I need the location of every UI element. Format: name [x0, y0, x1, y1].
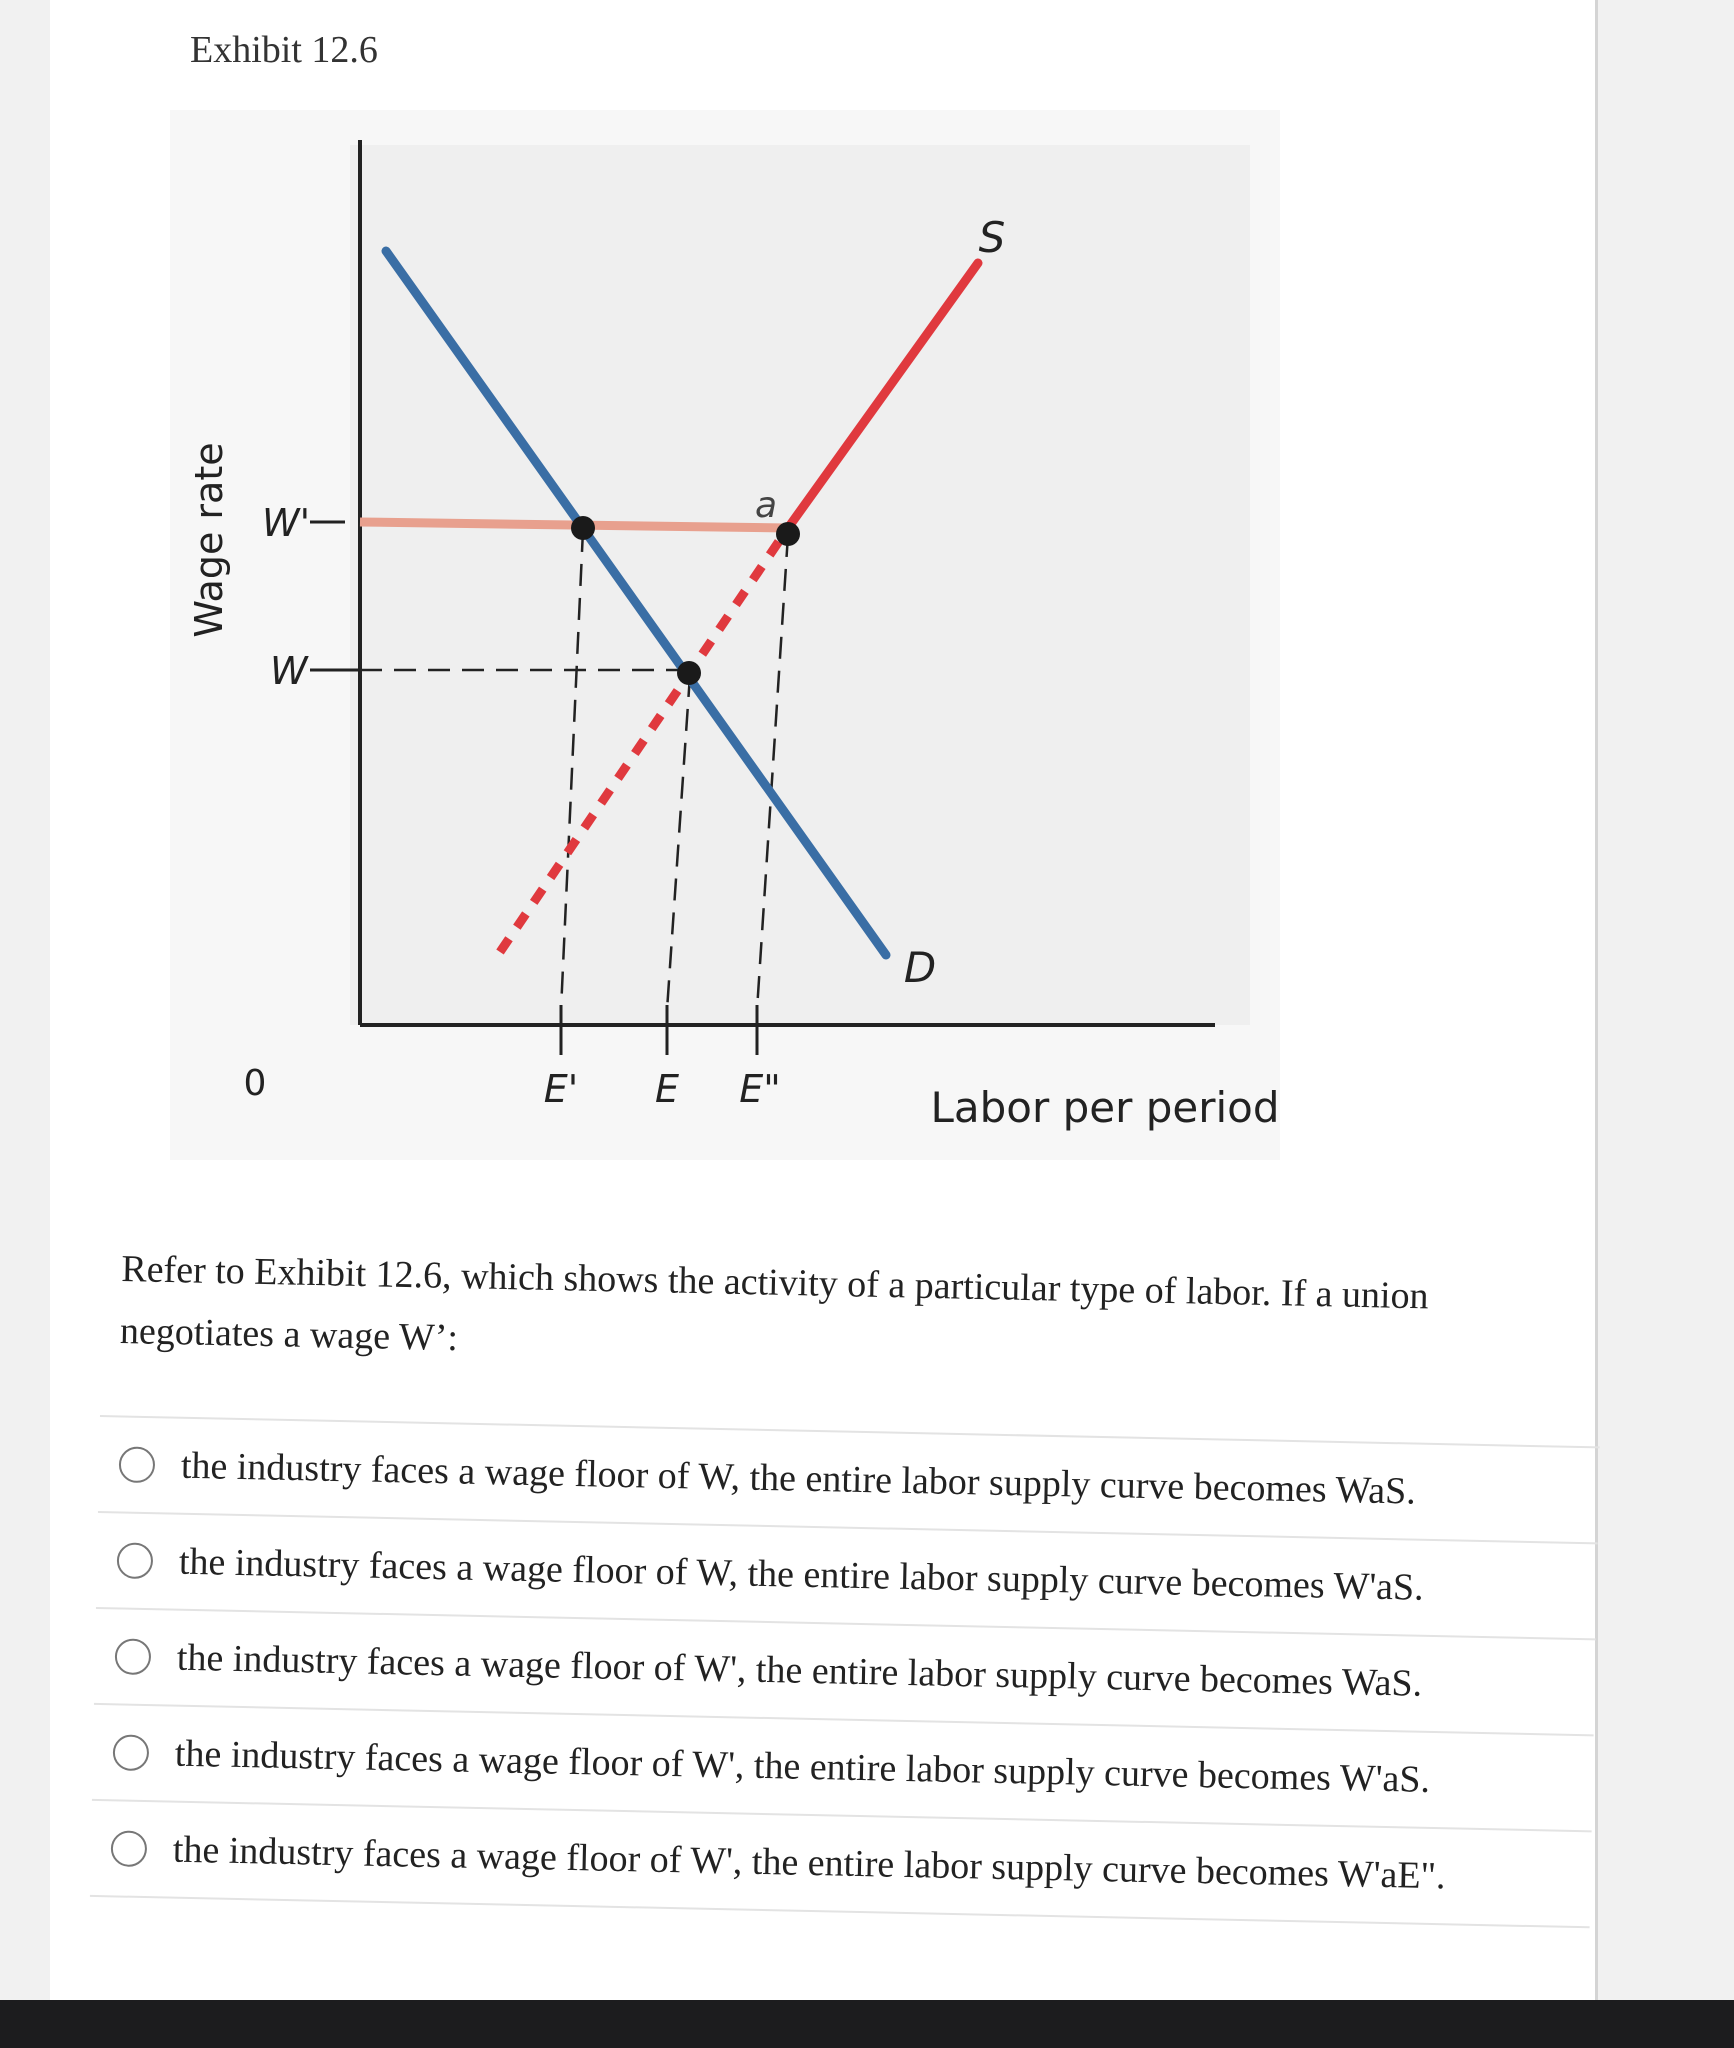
y-tick-label-w-prime: W'	[262, 501, 311, 545]
chart-area	[170, 110, 1280, 1160]
bottom-bar	[0, 2000, 1734, 2048]
x-axis-label: Labor per period	[930, 1083, 1280, 1132]
x-tick-label-e-double-prime: E"	[739, 1067, 781, 1111]
option-label: the industry faces a wage floor of W', the entire labor supply curve becomes WaS.	[176, 1636, 1423, 1705]
question-text: Refer to Exhibit 12.6, which shows the activity of a particular type of labor. If a union negotiates a wage W’:	[119, 1247, 1430, 1360]
radio-button-icon[interactable]	[117, 1542, 154, 1579]
point-demand-at-w-prime	[571, 516, 595, 540]
point-a-label: a	[754, 485, 778, 526]
exhibit-title: Exhibit 12.6	[190, 29, 378, 71]
radio-button-icon[interactable]	[113, 1734, 150, 1771]
radio-button-icon[interactable]	[115, 1638, 152, 1675]
point-equilibrium	[677, 661, 701, 685]
radio-button-icon[interactable]	[111, 1830, 148, 1867]
radio-button-icon[interactable]	[119, 1446, 156, 1483]
supply-curve-label: S	[978, 213, 1006, 262]
option-label: the industry faces a wage floor of W, the entire labor supply curve becomes WaS.	[180, 1444, 1417, 1513]
x-tick-label-e: E	[654, 1067, 680, 1111]
y-axis-label: Wage rate	[187, 442, 231, 638]
demand-curve-label: D	[903, 943, 937, 992]
answer-options	[90, 1415, 1600, 1928]
point-a	[776, 522, 800, 546]
question-card	[50, 0, 1598, 2010]
option-label: the industry faces a wage floor of W', the entire labor supply curve becomes W'aS.	[174, 1732, 1431, 1801]
origin-label: 0	[243, 1063, 267, 1104]
option-label: the industry faces a wage floor of W, the entire labor supply curve becomes W'aS.	[178, 1540, 1425, 1609]
option-label: the industry faces a wage floor of W', the entire labor supply curve becomes W'aE".	[172, 1828, 1446, 1898]
y-tick-label-w: W	[270, 649, 308, 693]
x-tick-label-e-prime: E'	[543, 1067, 579, 1111]
plot-background	[350, 145, 1250, 1025]
labor-market-chart	[170, 110, 1280, 1160]
